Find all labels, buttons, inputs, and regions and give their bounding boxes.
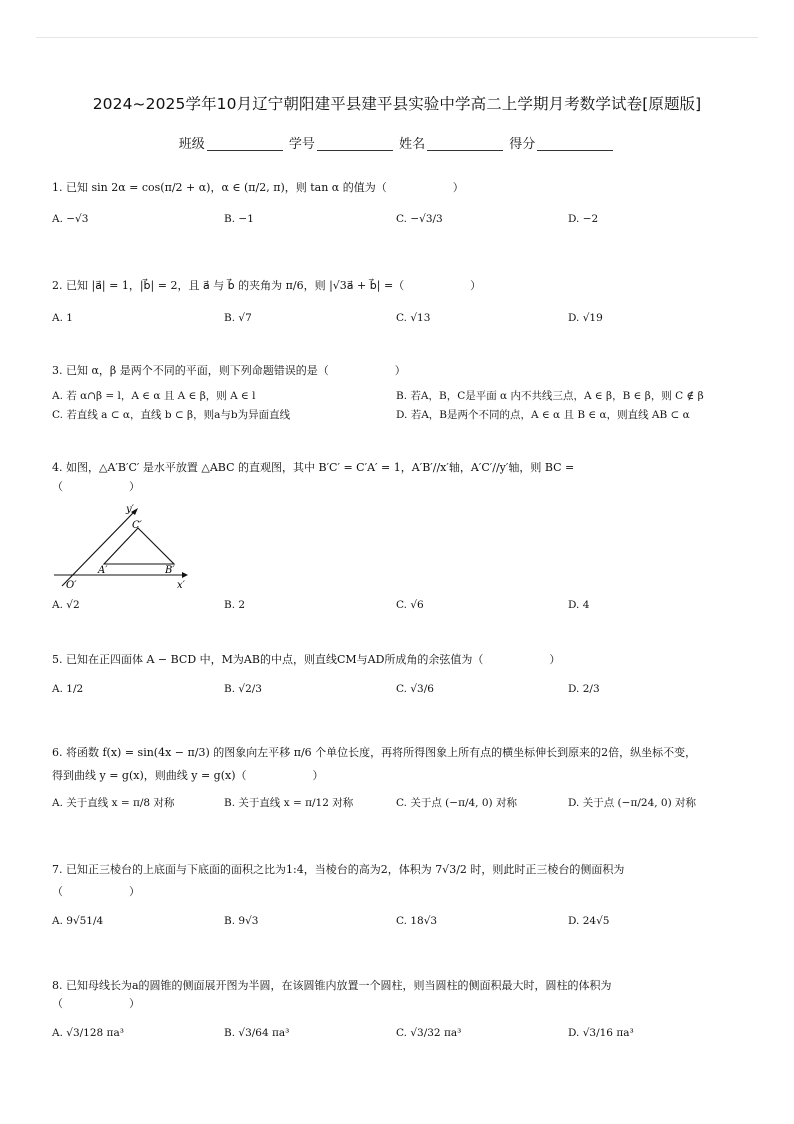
question-6-option-d[interactable]: D. 关于点 (−π/24, 0) 对称 bbox=[568, 797, 697, 809]
question-4-option-b[interactable]: B. 2 bbox=[224, 599, 246, 611]
question-2-option-d[interactable]: D. √19 bbox=[568, 312, 603, 324]
question-3-option-a[interactable]: A. 若 α∩β = l，A ∈ α 且 A ∈ β，则 A ∈ l bbox=[52, 390, 256, 402]
question-6-stem-line2: 得到曲线 y = g(x)，则曲线 y = g(x)（ ） bbox=[52, 769, 324, 782]
class-blank[interactable] bbox=[207, 138, 283, 151]
question-5-option-c[interactable]: C. √3/6 bbox=[396, 683, 434, 695]
question-4-stem: 4. 如图，△A′B′C′ 是水平放置 △ABC 的直观图，其中 B′C′ = C′A′ = 1，A′B′//x′轴，A′C′//y′轴，则 BC = bbox=[52, 461, 575, 474]
triangle-abc bbox=[104, 528, 174, 564]
question-8-stem-blank: （ ） bbox=[52, 997, 140, 1010]
x-axis-arrow bbox=[182, 572, 188, 578]
score-blank[interactable] bbox=[537, 138, 613, 151]
point-b-label: B′ bbox=[165, 565, 175, 576]
question-4-stem-blank: （ ） bbox=[52, 480, 140, 493]
question-5-option-a[interactable]: A. 1/2 bbox=[52, 683, 84, 695]
question-3-option-c[interactable]: C. 若直线 a ⊂ α，直线 b ⊂ β，则a与b为异面直线 bbox=[52, 409, 291, 421]
point-c-label: C′ bbox=[132, 520, 142, 531]
question-5-option-d[interactable]: D. 2/3 bbox=[568, 683, 600, 695]
question-3-stem: 3. 已知 α，β 是两个不同的平面，则下列命题错误的是（ ） bbox=[52, 364, 406, 377]
point-a-label: A′ bbox=[98, 565, 108, 576]
score-label: 得分 bbox=[509, 137, 536, 152]
question-1-option-a[interactable]: A. −√3 bbox=[52, 213, 89, 225]
question-5-stem: 5. 已知在正四面体 A − BCD 中，M为AB的中点，则直线CM与AD所成角的余弦值为（ ） bbox=[52, 653, 561, 666]
question-8-option-d[interactable]: D. √3/16 πa³ bbox=[568, 1027, 634, 1039]
question-7-option-d[interactable]: D. 24√5 bbox=[568, 915, 610, 927]
question-2-option-c[interactable]: C. √13 bbox=[396, 312, 431, 324]
question-6-option-c[interactable]: C. 关于点 (−π/4, 0) 对称 bbox=[396, 797, 517, 809]
question-4-figure bbox=[50, 500, 200, 592]
question-7-option-b[interactable]: B. 9√3 bbox=[224, 915, 259, 927]
question-2-option-a[interactable]: A. 1 bbox=[52, 312, 73, 324]
name-blank[interactable] bbox=[427, 138, 503, 151]
question-8-option-a[interactable]: A. √3/128 πa³ bbox=[52, 1027, 124, 1039]
question-4-option-c[interactable]: C. √6 bbox=[396, 599, 424, 611]
question-6-option-a[interactable]: A. 关于直线 x = π/8 对称 bbox=[52, 797, 175, 809]
question-7-stem-blank: （ ） bbox=[52, 885, 140, 898]
x-axis-label: x′ bbox=[177, 580, 185, 591]
y-axis-label: y′ bbox=[126, 504, 134, 515]
question-1-option-b[interactable]: B. −1 bbox=[224, 213, 254, 225]
name-label: 姓名 bbox=[399, 137, 426, 152]
question-4-option-d[interactable]: D. 4 bbox=[568, 599, 590, 611]
question-8-option-c[interactable]: C. √3/32 πa³ bbox=[396, 1027, 462, 1039]
header-rule bbox=[36, 37, 758, 38]
question-3-option-b[interactable]: B. 若A，B，C是平面 α 内不共线三点，A ∈ β，B ∈ β，则 C ∉ β bbox=[396, 390, 704, 402]
question-1-stem: 1. 已知 sin 2α = cos(π/2 + α)，α ∈ (π/2, π)，则 tan α 的值为（ ） bbox=[52, 181, 464, 194]
question-6-option-b[interactable]: B. 关于直线 x = π/12 对称 bbox=[224, 797, 354, 809]
question-7-option-a[interactable]: A. 9√51/4 bbox=[52, 915, 104, 927]
page-title: 2024~2025学年10月辽宁朝阳建平县建平县实验中学高二上学期月考数学试卷[原题版] bbox=[92, 95, 702, 113]
question-2-stem: 2. 已知 |a⃗| = 1，|b⃗| = 2，且 a⃗ 与 b⃗ 的夹角为 π/6，则 |√3a⃗ + b⃗| =（ ） bbox=[52, 279, 482, 292]
question-3-option-d[interactable]: D. 若A，B是两个不同的点，A ∈ α 且 B ∈ α，则直线 AB ⊂ α bbox=[396, 409, 690, 421]
question-5-option-b[interactable]: B. √2/3 bbox=[224, 683, 262, 695]
student-info-line bbox=[0, 133, 794, 152]
class-label: 班级 bbox=[178, 137, 205, 152]
origin-label: O′ bbox=[66, 580, 77, 591]
question-4-option-a[interactable]: A. √2 bbox=[52, 599, 80, 611]
id-label: 学号 bbox=[288, 137, 315, 152]
question-7-option-c[interactable]: C. 18√3 bbox=[396, 915, 438, 927]
question-7-stem: 7. 已知正三棱台的上底面与下底面的面积之比为1:4，当棱台的高为2，体积为 7√3/2 时，则此时正三棱台的侧面积为 bbox=[52, 863, 625, 876]
question-8-stem: 8. 已知母线长为a的圆锥的侧面展开图为半圆，在该圆锥内放置一个圆柱，则当圆柱的侧面积最大时，圆柱的体积为 bbox=[52, 979, 612, 992]
id-blank[interactable] bbox=[317, 138, 393, 151]
question-2-option-b[interactable]: B. √7 bbox=[224, 312, 252, 324]
question-8-option-b[interactable]: B. √3/64 πa³ bbox=[224, 1027, 290, 1039]
question-1-option-d[interactable]: D. −2 bbox=[568, 213, 599, 225]
question-1-option-c[interactable]: C. −√3/3 bbox=[396, 213, 443, 225]
question-6-stem: 6. 将函数 f(x) = sin(4x − π/3) 的图象向左平移 π/6 个单位长度，再将所得图象上所有点的横坐标伸长到原来的2倍，纵坐标不变， bbox=[52, 746, 697, 759]
